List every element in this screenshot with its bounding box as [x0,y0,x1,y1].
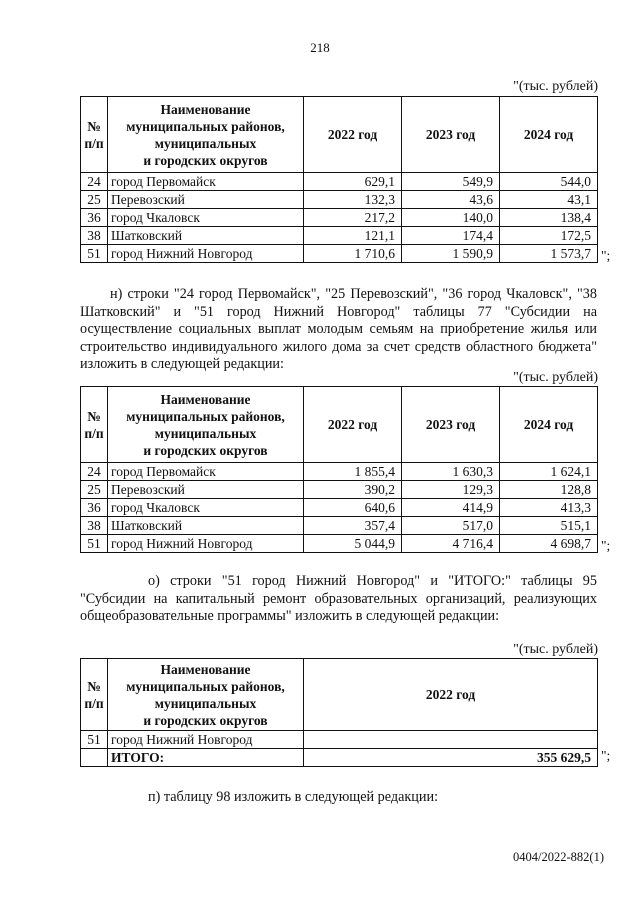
row-2024: 128,8 [500,481,598,499]
row-name: город Нижний Новгород [108,731,304,749]
row-2023: 43,6 [402,191,500,209]
table-row [81,731,598,749]
closing-quote-2: "; [601,538,611,553]
table-2 [80,386,598,553]
header-num-line: № [87,408,101,424]
header-name-line: муниципальных районов, [126,678,285,694]
row-2023: 1 630,3 [402,463,500,481]
row-2022: 217,2 [304,209,402,227]
table-row [81,499,598,517]
header-name [108,387,304,463]
header-2022: 2022 год [304,387,402,463]
table-row [81,463,598,481]
row-2023: 549,9 [402,173,500,191]
row-2022: 5 044,9 [304,535,402,553]
row-2022: 640,6 [304,499,402,517]
header-2023: 2023 год [402,387,500,463]
row-name: Шатковский [108,227,304,245]
row-name: Перевозский [108,191,304,209]
header-num [81,659,108,731]
table-3 [80,658,598,767]
row-name: Перевозский [108,481,304,499]
row-num-empty [81,749,108,767]
page-number: 218 [310,40,330,55]
table-1 [80,96,598,263]
row-num: 51 [81,535,108,553]
paragraph-o: о) строки "51 город Нижний Новгород" и "ИТОГО:" таблицы 95 "Субсидии на капитальный ремонт образовательных организаций, реализующих общеобразовательные программы" изложить в следующей редакции: [80,573,597,624]
row-name: город Первомайск [108,173,304,191]
row-2023: 414,9 [402,499,500,517]
table-row [81,227,598,245]
row-2022: 357,4 [304,517,402,535]
row-2023: 174,4 [402,227,500,245]
header-num [81,97,108,173]
header-name-line: муниципальных районов, [126,118,285,134]
row-num: 25 [81,481,108,499]
closing-quote-3: "; [601,748,611,763]
table-row [81,173,598,191]
header-2023: 2023 год [402,97,500,173]
header-num [81,387,108,463]
header-name-line: Наименование [160,391,251,407]
header-name-line: и городских округов [143,442,268,458]
paragraph-p: п) таблицу 98 изложить в следующей редакции: [148,789,439,805]
closing-quote-1: "; [601,248,611,263]
row-num: 25 [81,191,108,209]
row-name: город Нижний Новгород [108,245,304,263]
row-num: 38 [81,227,108,245]
header-name-line: муниципальных [154,425,257,441]
header-name-line: и городских округов [143,152,268,168]
row-name: город Первомайск [108,463,304,481]
row-name: Шатковский [108,517,304,535]
row-2024: 1 573,7 [500,245,598,263]
table-row [81,191,598,209]
document-code: 0404/2022-882(1) [513,850,604,864]
table-row [81,517,598,535]
header-num-line: п/п [84,695,104,711]
row-2022: 629,1 [304,173,402,191]
row-num: 51 [81,731,108,749]
table-row [81,535,598,553]
header-2022: 2022 год [304,97,402,173]
row-num: 24 [81,173,108,191]
row-2024: 172,5 [500,227,598,245]
header-2024: 2024 год [500,97,598,173]
row-name: город Нижний Новгород [108,535,304,553]
row-2023: 1 590,9 [402,245,500,263]
header-num-line: п/п [84,425,104,441]
header-2022: 2022 год [304,659,598,731]
header-name-line: Наименование [160,101,251,117]
units-label-3: "(тыс. рублей) [513,642,598,657]
row-2024: 43,1 [500,191,598,209]
row-2024: 413,3 [500,499,598,517]
table-total-row [81,749,598,767]
header-name-line: и городских округов [143,712,268,728]
header-num-line: № [87,678,101,694]
row-num: 38 [81,517,108,535]
row-name: город Чкаловск [108,499,304,517]
header-name-line: муниципальных [154,695,257,711]
table-row [81,209,598,227]
row-2024: 138,4 [500,209,598,227]
header-name [108,97,304,173]
table-row [81,481,598,499]
row-num: 36 [81,499,108,517]
header-name-line: Наименование [160,661,251,677]
row-2023: 4 716,4 [402,535,500,553]
row-num: 51 [81,245,108,263]
row-num: 24 [81,463,108,481]
row-2022: 1 710,6 [304,245,402,263]
units-label-1: "(тыс. рублей) [513,79,598,94]
row-2022: 390,2 [304,481,402,499]
row-2023: 517,0 [402,517,500,535]
units-label-2: "(тыс. рублей) [513,370,598,385]
row-name: город Чкаловск [108,209,304,227]
header-2024: 2024 год [500,387,598,463]
header-name [108,659,304,731]
header-num-line: № [87,118,101,134]
row-2024: 515,1 [500,517,598,535]
header-num-line: п/п [84,135,104,151]
row-2023: 129,3 [402,481,500,499]
table-row [81,245,598,263]
row-2022: 1 855,4 [304,463,402,481]
table-header-row [81,659,598,731]
row-2024: 544,0 [500,173,598,191]
paragraph-n: н) строки "24 город Первомайск", "25 Перевозский", "36 город Чкаловск", "38 Шатковский" и "51 город Нижний Новгород" таблицы 77 "Субсидии на осуществление социальных выплат молодым семьям на приобретение жилья или строительство индивидуального жилого дома за счет средств областного бюджета" изложить в следующей редакции: [80,286,597,372]
row-2024: 1 624,1 [500,463,598,481]
total-2022: 355 629,5 [304,749,598,767]
row-2022: 121,1 [304,227,402,245]
row-2022: 132,3 [304,191,402,209]
table-header-row [81,97,598,173]
row-2023: 140,0 [402,209,500,227]
row-2022 [304,731,598,749]
header-name-line: муниципальных [154,135,257,151]
row-2024: 4 698,7 [500,535,598,553]
row-num: 36 [81,209,108,227]
header-name-line: муниципальных районов, [126,408,285,424]
total-label: ИТОГО: [108,749,304,767]
table-header-row [81,387,598,463]
